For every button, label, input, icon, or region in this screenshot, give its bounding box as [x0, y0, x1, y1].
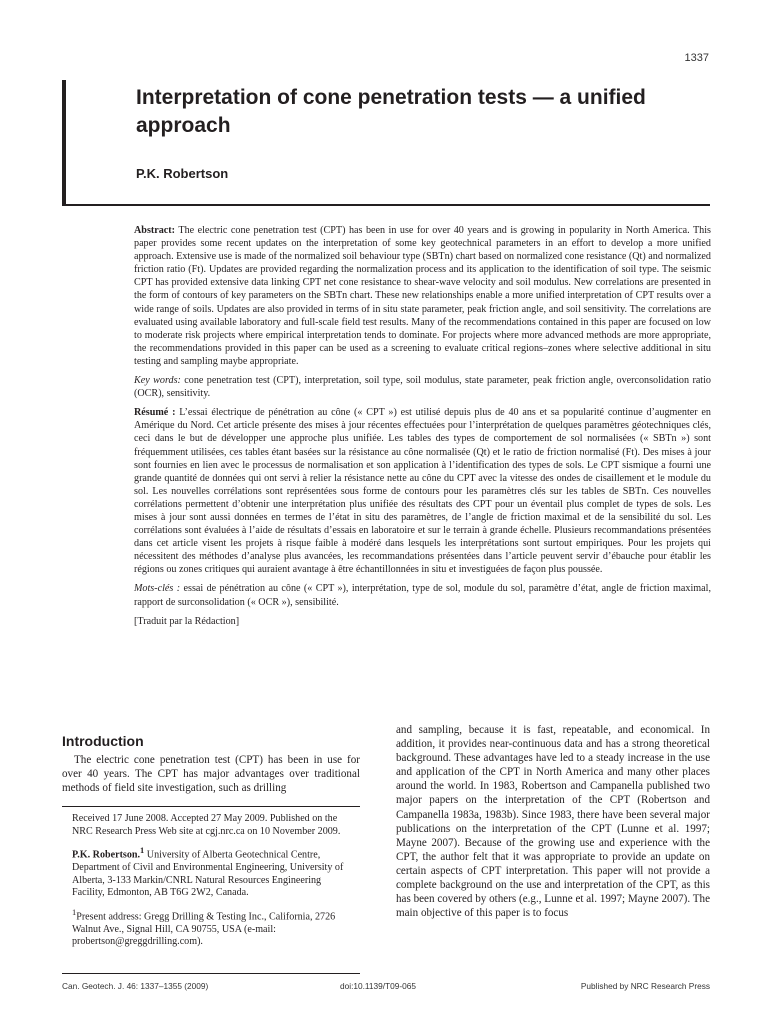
affiliation-marker: 1 [140, 846, 145, 856]
right-column [396, 723, 710, 920]
resume-label: Résumé : [134, 407, 176, 419]
journal-citation: Can. Geotech. J. 46: 1337–1355 (2009) [62, 981, 209, 991]
abstract-label: Abstract: [134, 225, 176, 236]
introduction-heading: Introduction [62, 733, 144, 749]
mots-cles-text: essai de pénétration au cône (« CPT »), interprétation, type de sol, module du sol, paramètre d’état, angle de friction maximal, rapport de surconsolidation (« OCR »), sensibilité. [134, 583, 711, 608]
header-rule [62, 204, 710, 206]
page-number: 1337 [684, 52, 709, 64]
publisher-note: Published by NRC Research Press [580, 981, 710, 991]
article-title: Interpretation of cone penetration tests — a unified approach [136, 86, 646, 137]
title-accent-bar [62, 80, 66, 205]
resume-text: L’essai électrique de pénétration au cône (« CPT ») est utilisé depuis plus de 40 ans et sa popularité continue d’augmenter en Amérique du Nord. Cet article présente des mises à jour récentes effectuées pour l’interprétation de quelques paramètres géotechniques clés, ceci dans le but de développer une approche plus unifiée. Les tables des types de comportement de sol normalisées (« SBTn ») sont fréquemment utilisées, ces tables étant basées sur la résistance au cône normalisée (Qt) et le ratio de friction normalisé (Ft). Des mises à jour sont fournies en lien avec le processus de normalisation et son application à l’identification des types de sols. Le CPT sismique a fourni une grande quantité de données qui ont servi à relier la résistance nette au cône du CPT avec la vitesse des ondes de cisaillement et le module du sol. Les nouvelles corrélations sont représentées sous forme de contours pour les paramètres clés sur les tables de SBTn. Ces nouvelles corrélations permettent d’obtenir une interprétation plus unifiée des résultats des CPT pour un éventail plus complet de types de sols. Les mises à jour sont aussi données en termes de l’état in situ des paramètres, de l’angle de friction maximal et de la sensibilité du sol. Les corrélations sont évaluées à l’aide de résultats d’essais en laboratoire et sur le terrain à grande échelle. Plusieurs recommandations présentées dans cet article visent les projets à risque faible à modéré dans lesquels les interprétations sont surtout empiriques. Pour les projets qui nécessitent des méthodes d’analyse plus avancées, les recommandations présentées dans l’article peuvent servir d’ébauche pour établir les régions ou zones critiques qui auraient avantage à être échantillonnées in situ et investiguées de façon plus poussée. [134, 407, 711, 576]
received-note: Received 17 June 2008. Accepted 27 May 2009. Published on the NRC Research Press Web site at cgj.nrc.ca on 10 November 2009. [72, 813, 341, 837]
affiliation-author: P.K. Robertson. [72, 849, 141, 861]
keywords-text: cone penetration test (CPT), interpretation, soil type, soil modulus, state parameter, peak friction angle, overconsolidation ratio (OCR), sensitivity. [134, 375, 711, 400]
present-address-note [72, 907, 360, 949]
present-address-text: Present address: Gregg Drilling & Testing Inc., California, 2726 Walnut Ave., Signal Hill, CA 90755, USA (e-mail: probertson@greggdrilling.com). [72, 911, 336, 948]
left-column [62, 733, 360, 795]
translation-note: [Traduit par la Rédaction] [134, 615, 240, 627]
abstract-text: The electric cone penetration test (CPT) has been in use for over 40 years and is growing in popularity in North America. This paper provides some recent updates on the interpretation of some key geotechnical parameters in an effort to develop a more unified approach. Extensive use is made of the normalized soil behaviour type (SBTn) chart based on normalized cone resistance (Qt) and normalized friction ratio (Ft). Updates are provided regarding the normalization process and its application to the identification of soil type. The seismic CPT has provided extensive data linking CPT net cone resistance to shear-wave velocity and soil modulus. New correlations are presented in the form of contours of key parameters on the SBTn chart. These new relationships enable a more unified interpretation of CPT results over a wide range of soils. Updates are also provided in terms of in situ state parameter, peak friction angle, and soil sensitivity. The correlations are evaluated using available laboratory and full-scale field test results. Many of the recommendations contained in this paper are focused on low to moderate risk projects where empirical interpretation tends to dominate. For projects where more advanced methods are more appropriate, the recommendations provided in this paper can be used as a screening to evaluate critical regions–zones where selective additional in situ testing and sampling maybe appropriate. [134, 225, 711, 367]
affiliation-note [72, 845, 360, 900]
keywords-label: Key words: [134, 375, 181, 387]
author-name: P.K. Robertson [136, 166, 229, 181]
mots-cles-label: Mots-clés : [134, 583, 181, 595]
affiliation-text: University of Alberta Geotechnical Centre, Department of Civil and Environmental Engineering, University of Alberta, 3-133 Markin/CNRL Natural Resources Engineering Facility, Edmonton, AB T6G 2W2, Canada. [72, 849, 344, 899]
introduction-right-text: and sampling, because it is fast, repeatable, and economical. In addition, it provides near-continuous data and has a strong theoretical background. These advantages have led to a steady increase in the use and application of the CPT in North America and many other places around the world. In 1983, Robertson and Campanella published two major papers on the interpretation of the CPT (Robertson and Campanella 1983a, 1983b). Since 1983, there have been several major publications on the interpretation of the CPT (Lunne et al. 1997; Mayne 2007). Because of the growing use and experience with the CPT, the author felt that it was appropriate to provide an update on certain aspects of CPT interpretation. This paper will not provide a complete background on the use and interpretation of the CPT, as this has been covered by others (e.g., Lunne et al. 1997; Mayne 2007). The main objective of this paper is to focus [396, 724, 710, 920]
footnote-box [62, 806, 360, 974]
keywords-paragraph [134, 374, 711, 400]
abstract-block [134, 224, 711, 634]
doi-link[interactable]: doi:10.1139/T09-065 [340, 981, 416, 991]
present-address-marker: 1 [72, 907, 77, 917]
abstract-paragraph [134, 224, 711, 368]
mots-cles-paragraph [134, 582, 711, 608]
resume-paragraph [134, 406, 711, 576]
introduction-left-text: The electric cone penetration test (CPT) has been in use for over 40 years. The CPT has major advantages over traditional methods of field site investigation, such as drilling [62, 754, 360, 795]
